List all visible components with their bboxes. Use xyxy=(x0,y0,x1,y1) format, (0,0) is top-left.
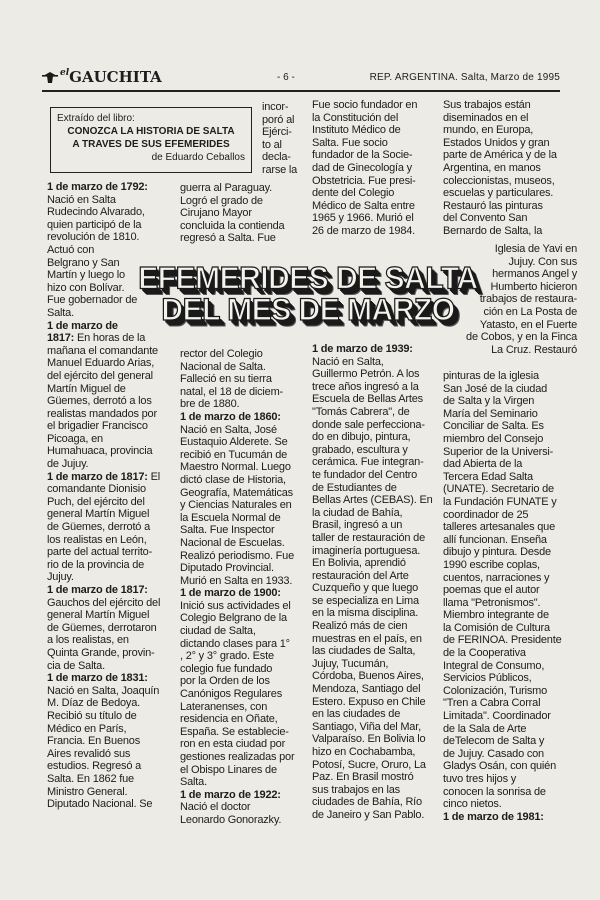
text-line: dibujo y pintura. Desde xyxy=(443,546,551,559)
column-4-middle xyxy=(457,243,577,356)
text-line: general Martín Miguel xyxy=(47,508,150,521)
text-line: llama "Petronismos". xyxy=(443,596,541,609)
text-line: ciudades de Bahía, Río xyxy=(312,796,422,809)
text-line: Recibió su título de xyxy=(47,709,137,722)
text-line: de Janeiro y San Pablo. xyxy=(312,808,425,821)
header-dateline: REP. ARGENTINA. Salta, Marzo de 1995 xyxy=(369,72,560,83)
text-line: Nació en Salta xyxy=(47,193,116,206)
text-line: decla- xyxy=(262,151,291,164)
page-header xyxy=(42,68,560,92)
text-line: Aires revalidó sus xyxy=(47,747,131,760)
text-line: Fue socio fundador en xyxy=(312,99,418,111)
text-line: el brigadier Francisco xyxy=(47,420,148,433)
text-line: Murió en Salta en 1933. xyxy=(180,574,293,587)
text-line: mañana el comandante xyxy=(47,344,158,357)
text-line: Salta. xyxy=(180,776,207,789)
text-line: Jujuy. xyxy=(47,571,74,584)
entry-date: 1 de marzo de 1831: xyxy=(47,672,148,685)
text-line: Mendoza, Santiago del xyxy=(312,683,421,696)
entry-date: 1 de marzo de 1817: xyxy=(47,470,148,483)
text-line: estudios. Regresó a xyxy=(47,760,142,773)
text-line: Médico en París, xyxy=(47,722,127,735)
text-line: Maestro Normal. Luego xyxy=(180,461,291,474)
text-line: dad Abierta de la xyxy=(443,458,523,471)
entry-date: 1 de marzo de xyxy=(47,319,118,332)
text-line: colegio fue fundado xyxy=(180,662,273,675)
text-line: del Convento San xyxy=(443,212,528,225)
text-line: Superior de la Universi- xyxy=(443,445,554,458)
entry-date: 1 de marzo de 1817: xyxy=(47,584,148,596)
text-line: de Estudiantes de xyxy=(312,481,397,494)
text-line: Yatasto, en el Fuerte xyxy=(479,318,577,331)
text-line: de Güemes, derrotaron xyxy=(47,621,157,634)
text-line: incor- xyxy=(262,101,289,113)
text-line: te fundador del Centro xyxy=(312,468,418,481)
text-line: cia de Salta. xyxy=(47,659,105,672)
text-line: Escuela de Bellas Artes xyxy=(312,393,423,406)
entry-text: El xyxy=(147,470,160,483)
text-line: muestras en el país, en xyxy=(312,632,422,645)
text-line: Estados Unidos y gran xyxy=(443,136,550,149)
text-line: Diputado Provincial. xyxy=(180,562,274,575)
text-line: restauración del Arte xyxy=(312,569,409,582)
text-line: rio de la provincia de xyxy=(47,558,145,571)
text-line: deTelecom de Salta y xyxy=(443,735,545,748)
text-line: Francia. En Buenos xyxy=(47,735,141,748)
text-line: de Güemes, derrotó a xyxy=(47,521,151,534)
text-line: , 2° y 3° grado. Este xyxy=(180,650,274,663)
column-1 xyxy=(47,181,179,811)
column-2-top-narrow xyxy=(262,101,304,177)
text-line: y Ciencias Naturales en xyxy=(180,499,292,512)
text-line: Restauró las pinturas xyxy=(443,199,543,212)
text-line: a los realistas, en xyxy=(47,634,129,647)
text-line: rector del Colegio xyxy=(180,348,263,360)
text-line: Falleció en su tierra xyxy=(180,373,272,386)
text-line: Nacional de Salta. xyxy=(180,360,266,373)
text-line: Instituto Médico de xyxy=(312,124,401,137)
text-line: regresó a Salta. Fue xyxy=(180,232,276,245)
page-number: - 6 - xyxy=(277,72,295,83)
text-line: miembro del Consejo xyxy=(443,432,544,445)
text-line: Integral de Consumo, xyxy=(443,659,545,672)
text-line: de Jujuy. xyxy=(47,458,89,471)
text-line: coleccionistas, museos, xyxy=(443,174,555,187)
text-line: cinco nietos. xyxy=(443,798,502,811)
text-line: la ciudad de Bahía, xyxy=(312,506,403,519)
text-line: diseminados en el xyxy=(443,111,529,124)
text-line: Gladys Osán, con quién xyxy=(443,760,557,773)
text-line: quien participó de la xyxy=(47,218,142,231)
text-line: to al xyxy=(262,138,282,151)
text-line: la Fundación FUNATE y xyxy=(443,495,557,508)
text-line: allí funcionan. Enseña xyxy=(443,533,547,546)
source-book-title-1: CONOZCA LA HISTORIA DE SALTA xyxy=(67,126,235,137)
text-line: cuentos, narraciones y xyxy=(443,571,550,584)
text-line: Geografía, Matemáticas xyxy=(180,486,293,499)
text-line: general Martín Miguel xyxy=(47,609,150,622)
text-line: Eustaquio Alderete. Se xyxy=(180,436,288,449)
text-line: imaginería portuguesa. xyxy=(312,544,421,557)
text-line: grabado, escultura y xyxy=(312,443,408,456)
text-line: ciudad de Salta, xyxy=(180,625,256,638)
text-line: Salta. xyxy=(47,306,74,319)
text-line: poró al xyxy=(262,113,295,126)
text-line: Humahuaca, provincia xyxy=(47,445,153,458)
column-2-bottom xyxy=(180,348,308,827)
text-line: rarse la xyxy=(262,163,298,176)
text-line: M. Díaz de Bedoya. xyxy=(47,697,141,710)
text-line: talleres artesanales que xyxy=(443,521,555,534)
title-line-1: EFEMERIDES DE SALTA xyxy=(138,261,478,297)
text-line: do en dibujo, pintura, xyxy=(312,431,411,444)
text-line: dictando clases para 1° xyxy=(180,637,290,650)
text-line: guerra al Paraguay. xyxy=(180,182,272,194)
text-line: recibió en Tucumán de xyxy=(180,448,288,461)
text-line: Salta. En 1862 fue xyxy=(47,772,134,785)
column-2-top-wide xyxy=(180,182,308,245)
entry-date: 1 de marzo de 1900: xyxy=(180,587,281,600)
text-line: la Escuela Normal de xyxy=(180,511,281,524)
text-line: Gauchos del ejército del xyxy=(47,596,161,609)
text-line: Servicios Públicos, xyxy=(443,672,532,685)
text-line: sus trabajos en las xyxy=(312,783,400,796)
text-line: Brasil, ingresó a un xyxy=(312,519,403,532)
text-line: conocen la sonrisa de xyxy=(443,785,546,798)
text-line: de la Sala de Arte xyxy=(443,722,527,735)
text-line: ción en La Posta de xyxy=(483,305,577,318)
text-line: Bellas Artes (CEBAS). En xyxy=(312,494,433,507)
text-line: Ministro General. xyxy=(47,785,128,798)
text-line: Iglesia de Yavi en xyxy=(494,243,577,255)
text-line: se especializa en Lima xyxy=(312,594,419,607)
text-line: revolución de 1810. xyxy=(47,231,140,244)
text-line: dictó clase de Historia, xyxy=(180,473,286,486)
text-line: (UNATE). Secretario de xyxy=(443,483,554,496)
masthead-logo xyxy=(42,68,162,86)
column-4-bottom xyxy=(443,370,579,823)
text-line: escuelas y particulares. xyxy=(443,187,554,200)
text-line: del ejército del general xyxy=(47,369,153,382)
text-line: Miembro integrante de xyxy=(443,609,549,622)
text-line: de Jujuy. Casado con xyxy=(443,747,544,760)
text-line: Martín Miguel de xyxy=(47,382,126,395)
text-line: Nació en Salta, xyxy=(312,355,384,368)
text-line: hizo en Cochabamba, xyxy=(312,746,416,758)
text-line: La Cruz. Restauró xyxy=(491,343,577,356)
text-line: Cirujano Mayor xyxy=(180,207,252,220)
text-line: 1965 y 1966. Murió el xyxy=(312,212,414,225)
text-line: por la Orden de los xyxy=(180,675,270,688)
text-line: Cuzqueño y que luego xyxy=(312,582,419,595)
column-3-top xyxy=(312,99,440,238)
entry-date: 1 de marzo de 1939: xyxy=(312,343,413,355)
text-line: Humberto hicieron xyxy=(490,280,577,293)
text-line: Colegio Belgrano de la xyxy=(180,612,287,625)
text-line: Nacional de Escuelas. xyxy=(180,536,285,549)
text-line: Salta. Fue Inspector xyxy=(180,524,275,537)
source-intro: Extraído del libro: xyxy=(57,113,135,124)
text-line: Actuó con xyxy=(47,243,95,256)
text-line: Güemes, derrotó a los xyxy=(47,395,152,408)
column-3-bottom xyxy=(312,343,440,822)
text-line: Bernardo de Salta, la xyxy=(443,224,543,237)
text-line: Nació en Salta, José xyxy=(180,423,277,436)
text-line: hermanos Angel y xyxy=(492,268,577,281)
text-line: concluida la contienda xyxy=(180,219,285,232)
text-line: Inició sus actividades el xyxy=(180,599,291,612)
text-line: de la Cooperativa xyxy=(443,647,526,660)
text-line: San José de la ciudad xyxy=(443,382,548,395)
text-line: las ciudades de Salta, xyxy=(312,645,416,658)
text-line: Tercera Edad Salta xyxy=(443,470,533,483)
source-box xyxy=(50,107,252,173)
text-line: Logró el grado de xyxy=(180,194,263,207)
text-line: En Bolivia, aprendió xyxy=(312,557,406,570)
text-line: donde sale perfecciona- xyxy=(312,418,425,431)
entry-text: En horas de la xyxy=(74,332,146,345)
gaucho-icon xyxy=(42,70,58,84)
text-line: Paz. En Brasil mostró xyxy=(312,771,414,784)
text-line: Rudecindo Alvarado, xyxy=(47,206,145,219)
text-line: dente del Colegio xyxy=(312,187,395,200)
text-line: Médico de Salta entre xyxy=(312,199,415,212)
text-line: Ejérci- xyxy=(262,126,292,139)
text-line: pinturas de la iglesia xyxy=(443,370,539,382)
text-line: Realizó más de cien xyxy=(312,620,408,633)
text-line: Nació en Salta, Joaquín xyxy=(47,684,160,697)
text-line: Martín y luego lo xyxy=(47,269,125,282)
logo-prefix: el xyxy=(60,68,70,78)
text-line: dad de Ginecología y xyxy=(312,161,412,174)
text-line: en la misma disciplina. xyxy=(312,607,419,620)
text-line: "Tren a Cabra Corral xyxy=(443,697,541,710)
text-line: Colonización, Turismo xyxy=(443,684,548,697)
text-line: Canónigos Regulares xyxy=(180,688,282,701)
text-line: de Salta y la Virgen xyxy=(443,395,535,408)
text-line: mundo, en Europa, xyxy=(443,124,534,137)
text-line: Potosí, Sucre, Oruro, La xyxy=(312,758,426,771)
text-line: en las ciudades de xyxy=(312,708,401,721)
text-line: poemas que el autor xyxy=(443,584,540,597)
entry-date: 1 de marzo de 1922: xyxy=(180,788,281,801)
text-line: Argentina, en manos xyxy=(443,161,541,174)
text-line: Jujuy. Con sus xyxy=(508,255,577,268)
title-line-2: DEL MES DE MARZO xyxy=(161,292,455,328)
text-line: Realizó periodismo. Fue xyxy=(180,549,295,562)
text-line: trabajos de restaura- xyxy=(479,293,577,306)
text-line: realistas mandados por xyxy=(47,407,157,420)
column-4-top xyxy=(443,99,575,238)
text-line: residencia en Oñate, xyxy=(180,713,278,726)
text-line: Estero. Expuso en Chile xyxy=(312,695,426,708)
text-line: de FERINOA. Presidente xyxy=(443,634,562,647)
text-line: trece años ingresó a la xyxy=(312,380,419,393)
text-line: Fue gobernador de xyxy=(47,294,138,307)
text-line: el Obispo Linares de xyxy=(180,763,277,776)
text-line: Quinta Grande, provin- xyxy=(47,646,155,659)
text-line: la Comisión de Cultura xyxy=(443,621,550,634)
text-line: 1990 escribe coplas, xyxy=(443,558,540,571)
entry-date-line xyxy=(47,471,179,484)
text-line: Guillermo Petrón. A los xyxy=(312,368,420,381)
logo-text: GAUCHITA xyxy=(69,68,162,86)
text-line: gestiones realizadas por xyxy=(180,751,295,763)
text-line: Puch, del ejército del xyxy=(47,495,145,508)
text-line: cerámica. Fue integran- xyxy=(312,456,424,469)
article-title xyxy=(138,261,478,328)
entry-date: 1817: xyxy=(47,332,75,345)
text-line: hizo con Bolívar. xyxy=(47,281,125,294)
text-line: María del Seminario xyxy=(443,407,538,420)
text-line: Limitada". Coordinador xyxy=(443,710,551,723)
text-line: Jujuy, Tucumán, xyxy=(312,657,389,670)
entry-date: 1 de marzo de 1860: xyxy=(180,410,281,423)
text-line: parte del actual territo- xyxy=(47,546,153,559)
text-line: Leonardo Gonorazky. xyxy=(180,813,282,826)
text-line: Santiago, Viña del Mar, xyxy=(312,720,421,733)
text-line: Salta. Fue socio xyxy=(312,136,388,149)
text-line: comandante Dionisio xyxy=(47,483,146,496)
entry-date: 1 de marzo de 1792: xyxy=(47,181,148,193)
text-line: Valparaíso. En Bolivia lo xyxy=(312,733,426,746)
source-author: de Eduardo Ceballos xyxy=(151,152,245,163)
text-line: 26 de marzo de 1984. xyxy=(312,224,416,237)
text-line: fundador de la Socie- xyxy=(312,149,413,162)
text-line: coordinador de 25 xyxy=(443,508,529,521)
text-line: "Tomás Cabrera", de xyxy=(312,405,410,418)
text-line: taller de restauración de xyxy=(312,531,426,544)
entry-date: 1 de marzo de 1981: xyxy=(443,810,544,823)
source-book-title-2: A TRAVES DE SUS EFEMERIDES xyxy=(72,139,230,150)
text-line: Nació el doctor xyxy=(180,801,251,814)
text-line: natal, el 18 de diciem- xyxy=(180,385,284,398)
text-line: de Cobos, y en la Finca xyxy=(466,331,577,344)
text-line: bre de 1880. xyxy=(180,398,240,411)
entry-date-line xyxy=(47,332,179,345)
text-line: Belgrano y San xyxy=(47,256,120,269)
text-line: Conciliar de Salta. Es xyxy=(443,420,544,433)
text-line: la Constitución del xyxy=(312,111,399,124)
text-line: España. Se establecie- xyxy=(180,725,289,738)
text-line: Diputado Nacional. Se xyxy=(47,798,153,811)
text-line: Picoaga, en xyxy=(47,432,103,445)
text-line: tuvo tres hijos y xyxy=(443,773,517,785)
text-line: Sus trabajos están xyxy=(443,99,531,111)
text-line: los realistas en León, xyxy=(47,533,147,546)
text-line: ron en esta ciudad por xyxy=(180,738,286,751)
text-line: Córdoba, Buenos Aires, xyxy=(312,670,424,683)
text-line: Obstetricia. Fue presi- xyxy=(312,174,416,187)
text-line: parte de América y de la xyxy=(443,149,557,162)
text-line: Lateranenses, con xyxy=(180,700,268,713)
text-line: Manuel Eduardo Arias, xyxy=(47,357,155,370)
